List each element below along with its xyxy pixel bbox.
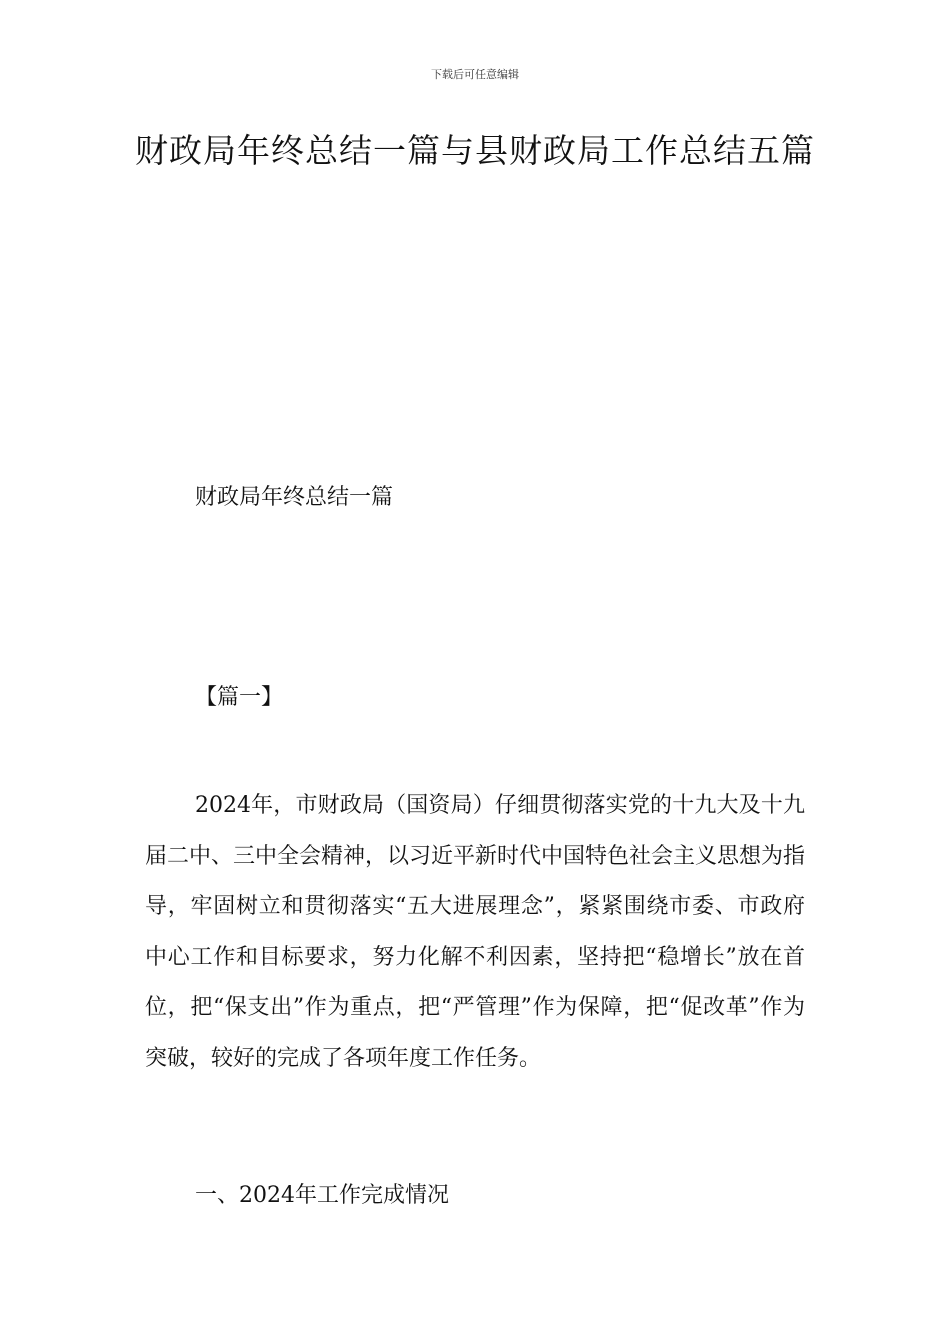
download-note: 下载后可任意编辑 [431,68,519,81]
part-label: 【篇一】 [195,685,284,710]
document-title: 财政局年终总结一篇与县财政局工作总结五篇 [135,131,815,170]
section-heading: 财政局年终总结一篇 [195,485,394,510]
subsection-heading: 一、2024年工作完成情况 [195,1183,449,1208]
body-paragraph: 2024年，市财政局（国资局）仔细贯彻落实党的十九大及十九届二中、三中全会精神，以习近平新时代中国特色社会主义思想为指导，牢固树立和贯彻落实“五大进展理念”，紧紧围绕市委、市政府中心工作和目标要求，努力化解不利因素，坚持把“稳增长”放在首位，把“保支出”作为重点，把“严管理”作为保障，把“促改革”作为突破，较好的完成了各项年度工作任务。 [145,793,806,1071]
